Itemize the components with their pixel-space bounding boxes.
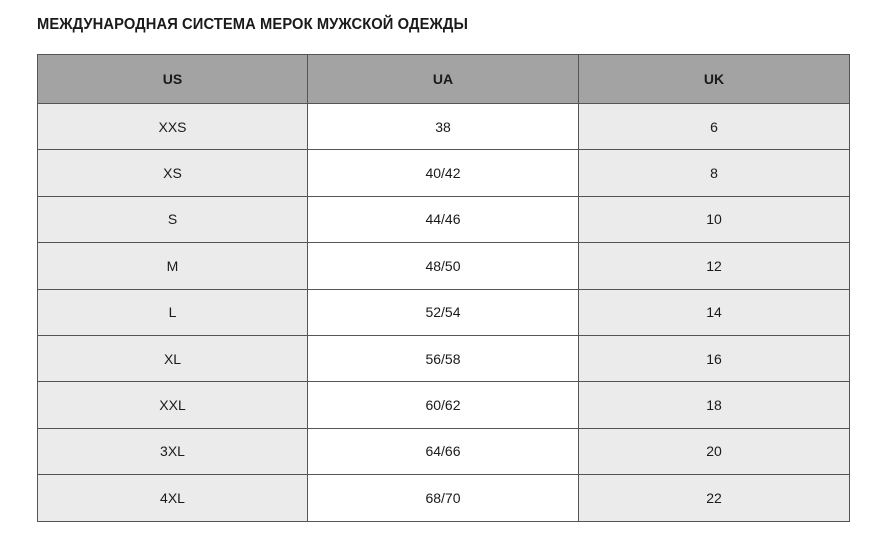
cell-us: M (38, 243, 308, 289)
cell-uk: 16 (579, 335, 850, 381)
cell-us: XXS (38, 104, 308, 150)
table-row (38, 475, 850, 521)
cell-us: S (38, 196, 308, 242)
cell-uk: 20 (579, 428, 850, 474)
cell-uk: 10 (579, 196, 850, 242)
cell-ua: 56/58 (308, 335, 579, 381)
cell-ua: 52/54 (308, 289, 579, 335)
column-header-uk: UK (579, 55, 850, 104)
cell-uk: 8 (579, 150, 850, 196)
cell-ua: 68/70 (308, 475, 579, 521)
cell-us: L (38, 289, 308, 335)
cell-ua: 60/62 (308, 382, 579, 428)
table-row (38, 196, 850, 242)
column-header-us: US (38, 55, 308, 104)
cell-us: XS (38, 150, 308, 196)
table-row (38, 104, 850, 150)
cell-ua: 48/50 (308, 243, 579, 289)
table-row (38, 382, 850, 428)
size-chart-table (37, 54, 850, 522)
cell-us: 3XL (38, 428, 308, 474)
cell-uk: 22 (579, 475, 850, 521)
table-row (38, 289, 850, 335)
cell-us: XXL (38, 382, 308, 428)
table-row (38, 243, 850, 289)
cell-us: XL (38, 335, 308, 381)
cell-ua: 38 (308, 104, 579, 150)
cell-uk: 14 (579, 289, 850, 335)
cell-ua: 44/46 (308, 196, 579, 242)
cell-uk: 12 (579, 243, 850, 289)
table-row (38, 150, 850, 196)
cell-uk: 6 (579, 104, 850, 150)
cell-ua: 64/66 (308, 428, 579, 474)
cell-uk: 18 (579, 382, 850, 428)
table-row (38, 335, 850, 381)
table-row (38, 428, 850, 474)
cell-ua: 40/42 (308, 150, 579, 196)
cell-us: 4XL (38, 475, 308, 521)
page-title: МЕЖДУНАРОДНАЯ СИСТЕМА МЕРОК МУЖСКОЙ ОДЕЖДЫ (37, 16, 468, 33)
table-header-row (38, 55, 850, 104)
column-header-ua: UA (308, 55, 579, 104)
